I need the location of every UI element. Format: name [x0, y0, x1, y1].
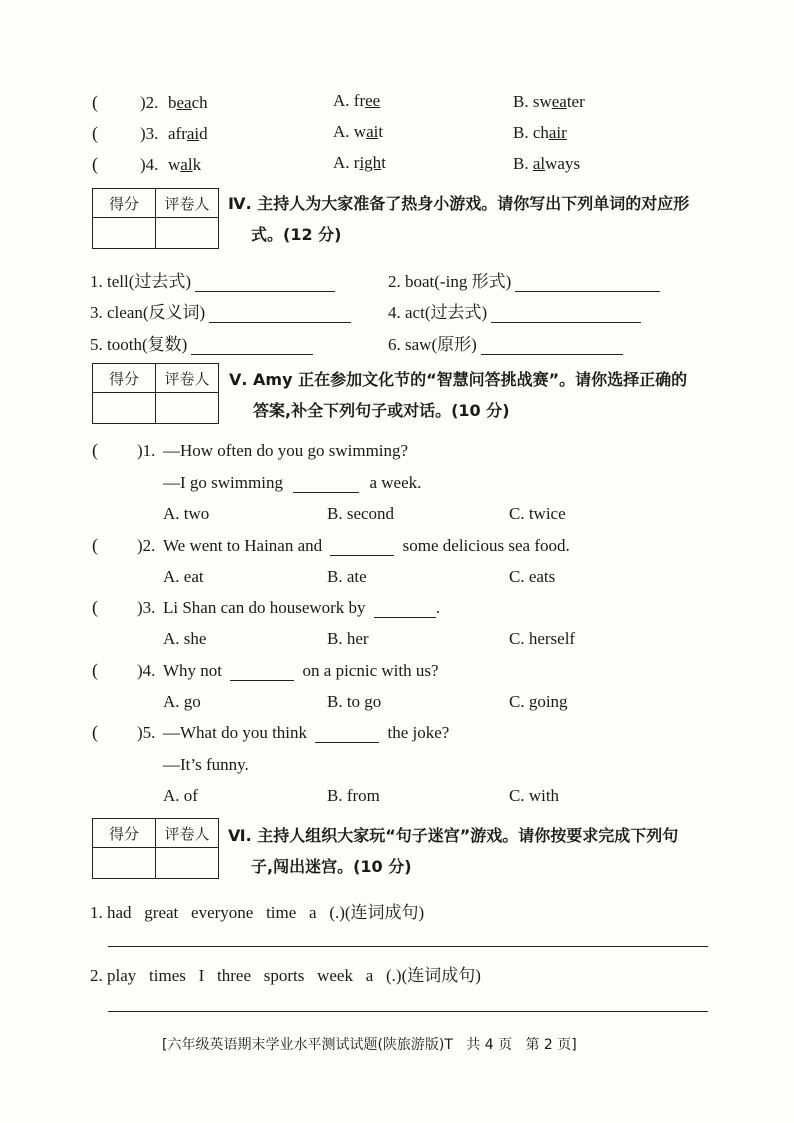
question-text: Li Shan can do housework by .: [163, 598, 441, 617]
grader-label: 评卷人: [156, 364, 219, 393]
answer-blank[interactable]: [491, 306, 641, 323]
option-b: B. chair: [513, 123, 567, 142]
option-b: B. always: [513, 154, 581, 173]
fill-blank[interactable]: [315, 726, 379, 743]
question-number: )3.: [137, 598, 156, 617]
answer-paren[interactable]: (: [92, 440, 98, 460]
fill-blank[interactable]: [293, 476, 359, 493]
sentence-task: 2. play times I three sports week a (.)(连词成句): [90, 966, 481, 985]
score-label: 得分: [93, 189, 156, 218]
answer-paren[interactable]: (: [92, 154, 98, 174]
section-heading: Ⅵ. 主持人组织大家玩“句子迷宫”游戏。请你按要求完成下列句: [228, 826, 679, 845]
score-label: 得分: [93, 819, 156, 848]
question-text: We went to Hainan and some delicious sea food.: [163, 536, 570, 555]
question-number: )5.: [137, 723, 156, 742]
grader-label: 评卷人: [156, 189, 219, 218]
section-heading: Ⅴ. Amy 正在参加文化节的“智慧问答挑战赛”。请你选择正确的: [229, 370, 688, 389]
option-b[interactable]: B. second: [327, 504, 395, 523]
sentence-task: 1. had great everyone time a (.)(连词成句): [90, 903, 425, 922]
score-box: [92, 188, 219, 249]
score-label: 得分: [93, 364, 156, 393]
score-cell[interactable]: [93, 393, 156, 424]
question-number: )2.: [140, 93, 159, 112]
answer-paren[interactable]: (: [92, 92, 98, 112]
word-form-item: 3. clean(反义词): [90, 298, 351, 323]
option-b[interactable]: B. her: [327, 629, 369, 648]
answer-blank[interactable]: [195, 275, 335, 292]
option-c[interactable]: C. herself: [509, 629, 576, 648]
score-box: [92, 818, 219, 879]
section-heading-cont: 式。(12 分): [251, 225, 342, 244]
word-form-item: 2. boat(-ing 形式): [388, 267, 660, 292]
score-cell[interactable]: [93, 848, 156, 879]
option-c[interactable]: C. going: [509, 692, 568, 711]
word-form-item: 4. act(过去式): [388, 298, 641, 323]
option-a[interactable]: A. eat: [163, 567, 204, 586]
grader-cell[interactable]: [156, 393, 219, 424]
grader-label: 评卷人: [156, 819, 219, 848]
word-form-item: 6. saw(原形): [388, 330, 623, 355]
question-text: —How often do you go swimming?: [163, 441, 409, 460]
option-b[interactable]: B. to go: [327, 692, 382, 711]
option-a: A. free: [333, 91, 381, 110]
answer-paren[interactable]: (: [92, 722, 98, 742]
answer-paren[interactable]: (: [92, 535, 98, 555]
answer-blank[interactable]: [481, 338, 623, 355]
question-number: )2.: [137, 536, 156, 555]
answer-paren[interactable]: (: [92, 660, 98, 680]
option-c[interactable]: C. with: [509, 786, 560, 805]
fill-blank[interactable]: [374, 601, 436, 618]
option-b[interactable]: B. from: [327, 786, 380, 805]
option-c[interactable]: C. eats: [509, 567, 556, 586]
fill-blank[interactable]: [230, 664, 294, 681]
question-number: )1.: [137, 441, 156, 460]
answer-line[interactable]: [108, 946, 708, 947]
option-a[interactable]: A. two: [163, 504, 210, 523]
answer-blank[interactable]: [515, 275, 660, 292]
score-cell[interactable]: [93, 218, 156, 249]
target-word: beach: [168, 93, 208, 112]
answer-line[interactable]: [108, 1011, 708, 1012]
option-b: B. sweater: [513, 92, 585, 111]
target-word: afraid: [168, 124, 208, 143]
question-number: )4.: [140, 155, 159, 174]
section-heading: Ⅳ. 主持人为大家准备了热身小游戏。请你写出下列单词的对应形: [228, 194, 690, 213]
section-heading-cont: 子,闯出迷宫。(10 分): [251, 857, 412, 876]
grader-cell[interactable]: [156, 218, 219, 249]
question-number: )4.: [137, 661, 156, 680]
question-text: —What do you think the joke?: [163, 723, 450, 742]
answer-blank[interactable]: [209, 306, 351, 323]
question-text: —I go swimming a week.: [163, 473, 422, 492]
target-word: walk: [168, 155, 202, 174]
answer-paren[interactable]: (: [92, 123, 98, 143]
word-form-item: 5. tooth(复数): [90, 330, 313, 355]
option-c[interactable]: C. twice: [509, 504, 566, 523]
option-a: A. right: [333, 153, 386, 172]
option-a[interactable]: A. go: [163, 692, 201, 711]
word-form-item: 1. tell(过去式): [90, 267, 335, 292]
option-a[interactable]: A. of: [163, 786, 198, 805]
option-a[interactable]: A. she: [163, 629, 207, 648]
question-text: —It’s funny.: [163, 755, 249, 774]
section-heading-cont: 答案,补全下列句子或对话。(10 分): [253, 401, 510, 420]
option-a: A. wait: [333, 122, 384, 141]
option-b[interactable]: B. ate: [327, 567, 367, 586]
page-footer: [六年级英语期末学业水平测试试题(陕旅游版)T 共 4 页 第 2 页]: [162, 1037, 577, 1053]
grader-cell[interactable]: [156, 848, 219, 879]
answer-blank[interactable]: [191, 338, 313, 355]
fill-blank[interactable]: [330, 539, 394, 556]
score-box: [92, 363, 219, 424]
answer-paren[interactable]: (: [92, 597, 98, 617]
question-number: )3.: [140, 124, 159, 143]
question-text: Why not on a picnic with us?: [163, 661, 439, 680]
